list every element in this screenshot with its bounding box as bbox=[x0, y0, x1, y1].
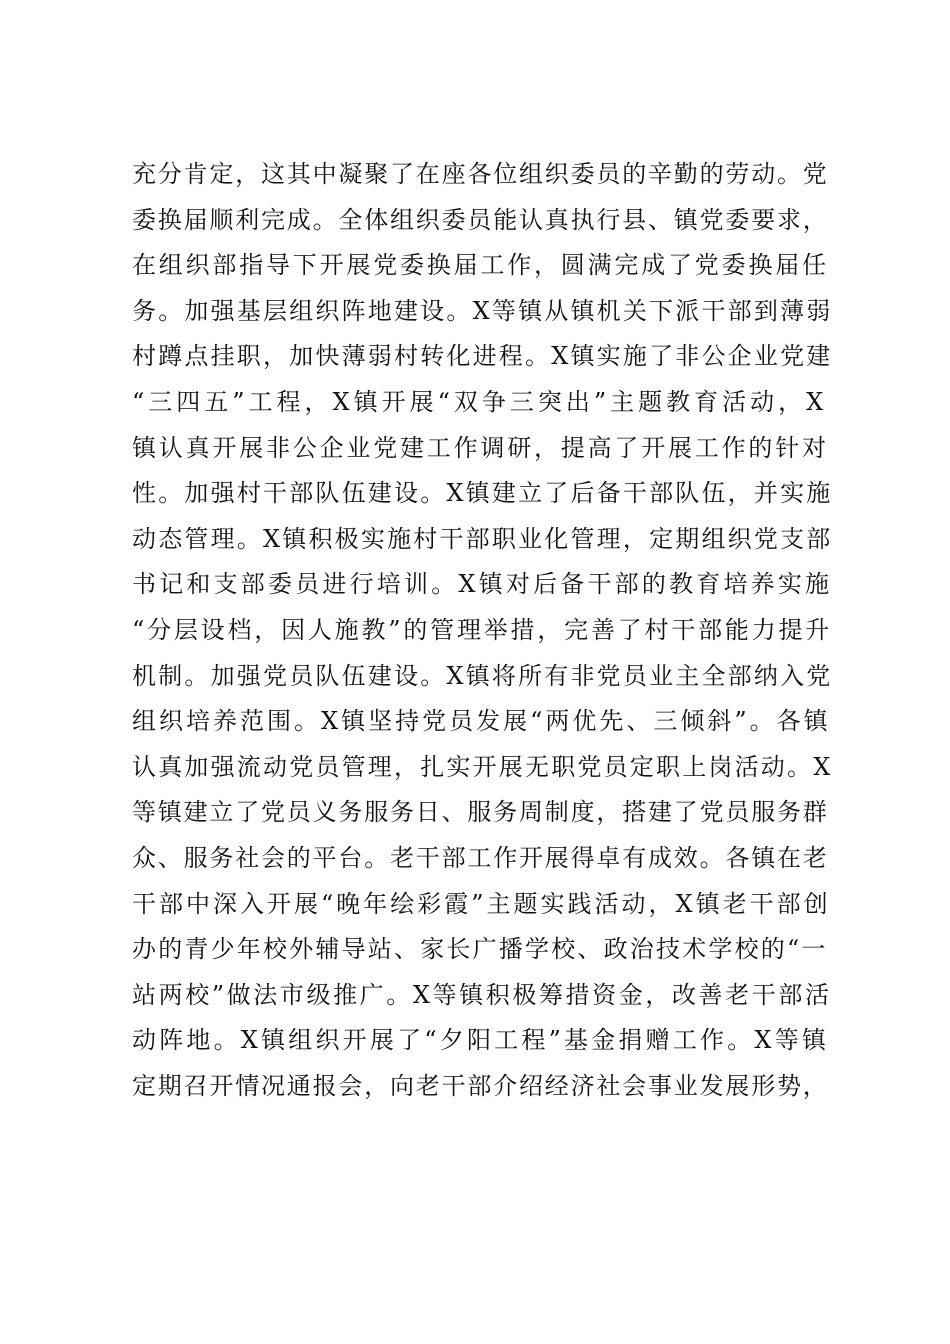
text-line-2: 委换届顺利完成。全体组织委员能认真执行县、镇党委要求， bbox=[132, 205, 829, 234]
text-line-5: 村蹲点挂职，加快薄弱村转化进程。X镇实施了非公企业党建 bbox=[132, 342, 833, 371]
text-line-19: 站两校”做法市级推广。X等镇积极筹措资金，改善老干部活 bbox=[132, 980, 832, 1009]
text-line-14: 认真加强流动党员管理，扎实开展无职党员定职上岗活动。X bbox=[132, 752, 833, 781]
text-line-17: 干部中深入开展“晚年绘彩霞”主题实践活动，X镇老干部创 bbox=[132, 889, 831, 918]
text-line-18: 办的青少年校外辅导站、家长广播学校、政治技术学校的“一 bbox=[132, 935, 828, 964]
text-line-9: 动态管理。X镇积极实施村干部职业化管理，定期组织党支部 bbox=[132, 524, 833, 553]
text-line-11: “分层设档，因人施教”的管理举措，完善了村干部能力提升 bbox=[132, 615, 833, 644]
text-line-7: 镇认真开展非公企业党建工作调研，提高了开展工作的针对 bbox=[132, 433, 829, 462]
text-line-16: 众、服务社会的平台。老干部工作开展得卓有成效。各镇在老 bbox=[132, 843, 829, 872]
text-line-1: 充分肯定，这其中凝聚了在座各位组织委员的辛勤的劳动。党 bbox=[132, 160, 829, 188]
text-line-10: 书记和支部委员进行培训。X镇对后备干部的教育培养实施 bbox=[132, 570, 833, 599]
text-line-20: 动阵地。X镇组织开展了“夕阳工程”基金捐赠工作。X等镇 bbox=[132, 1026, 830, 1055]
text-line-3: 在组织部指导下开展党委换届工作，圆满完成了党委换届任 bbox=[132, 251, 829, 280]
text-line-13: 组织培养范围。X镇坚持党员发展“两优先、三倾斜”。各镇 bbox=[132, 707, 831, 736]
text-line-12: 机制。加强党员队伍建设。X镇将所有非党员业主全部纳入党 bbox=[132, 661, 833, 690]
body-paragraph bbox=[132, 152, 832, 1109]
text-line-15: 等镇建立了党员义务服务日、服务周制度，搭建了党员服务群 bbox=[132, 798, 829, 827]
text-line-21: 定期召开情况通报会，向老干部介绍经济社会事业发展形势， bbox=[132, 1071, 829, 1100]
text-line-8: 性。加强村干部队伍建设。X镇建立了后备干部队伍，并实施 bbox=[132, 479, 833, 508]
text-line-4: 务。加强基层组织阵地建设。X等镇从镇机关下派干部到薄弱 bbox=[132, 296, 833, 325]
text-line-6: “三四五”工程，X镇开展“双争三突出”主题教育活动，X bbox=[132, 387, 828, 416]
